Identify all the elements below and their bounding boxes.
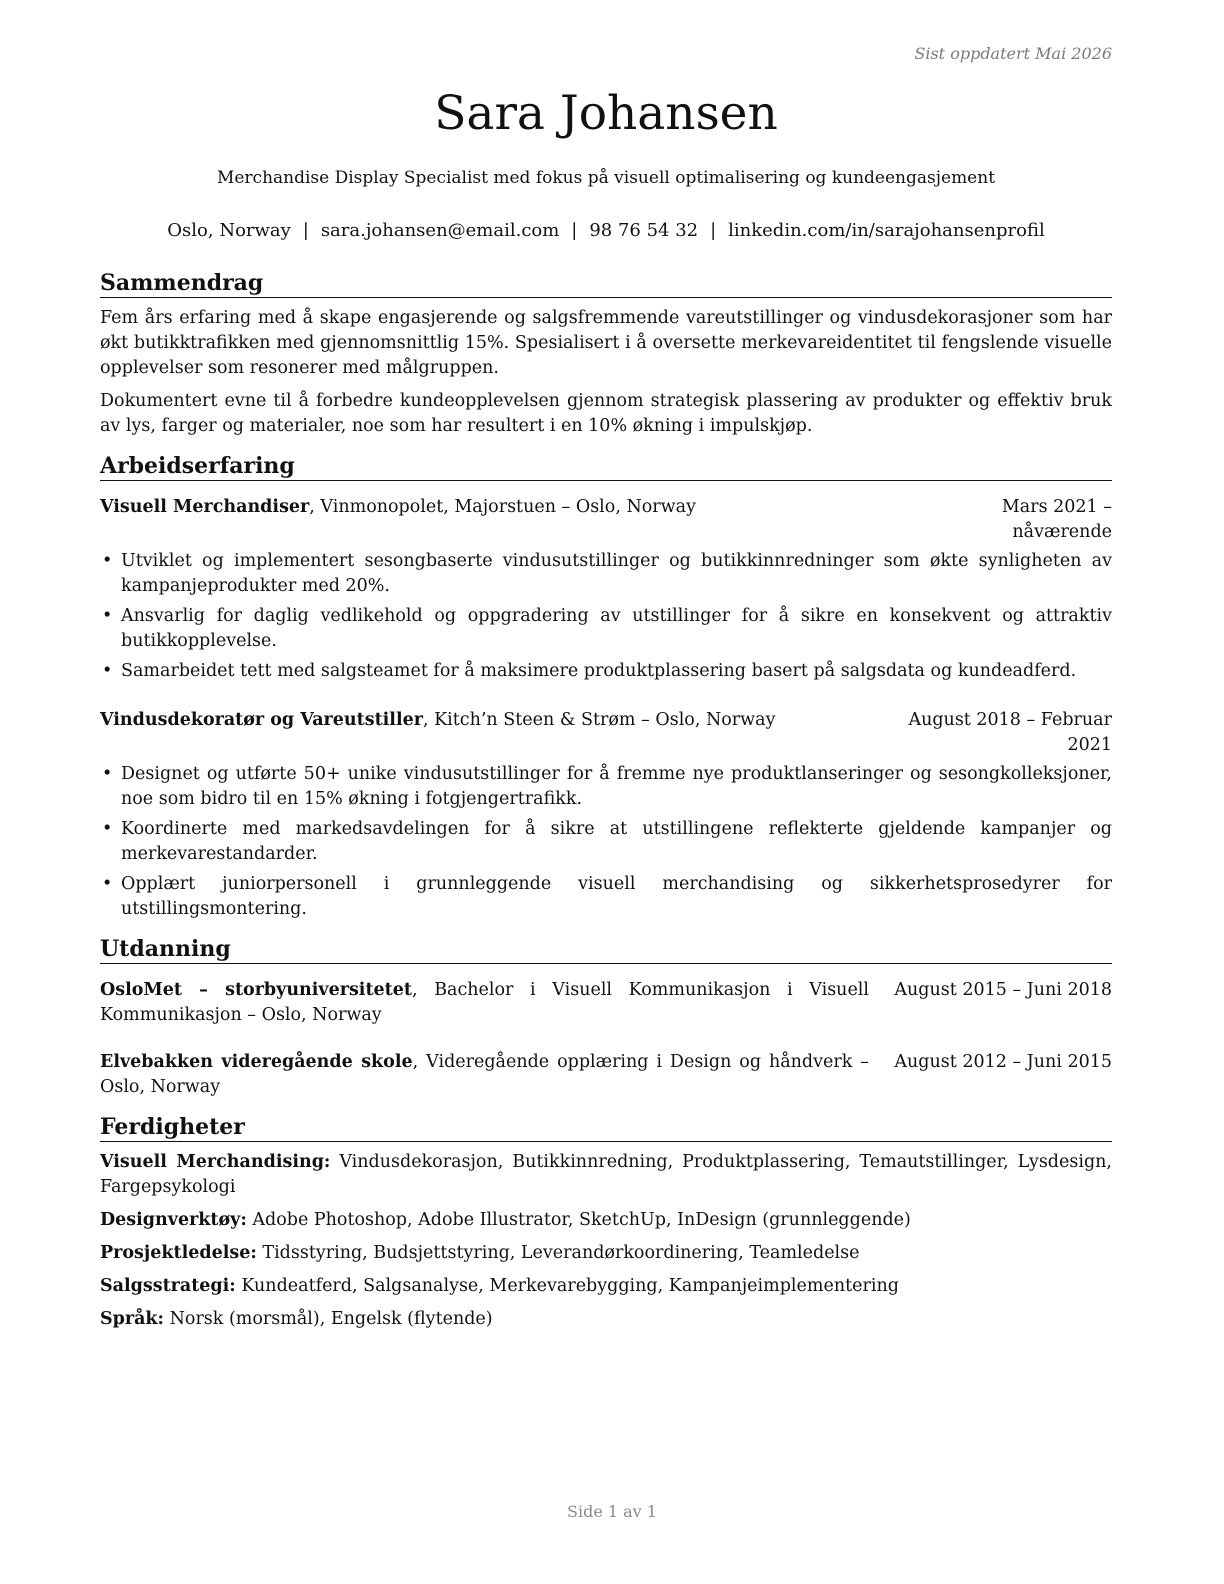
bullet-item: • Koordinerte med markedsavdelingen for å sikre at utstillingene reflekterte gjeldende kampanjer og merkevarestandarder. xyxy=(100,817,1112,867)
candidate-name: Sara Johansen xyxy=(434,86,778,141)
last-updated: Sist oppdatert Mai 2026 xyxy=(914,44,1112,63)
job-bullets xyxy=(100,762,1112,922)
skill-values: Tidsstyring, Budsjettstyring, Leverandørkoordinering, Teamledelse xyxy=(256,1243,860,1263)
job-dates: Mars 2021 – nåværende xyxy=(1001,497,1112,542)
job-employer: , Vinmonopolet, Majorstuen – Oslo, Norway xyxy=(309,497,696,517)
skill-line xyxy=(100,1241,1112,1266)
contact-phone: 98 76 54 32 xyxy=(589,220,699,241)
section-heading-skills: Ferdigheter xyxy=(100,1114,1112,1142)
experience-section xyxy=(100,453,1112,922)
skill-label: Salgsstrategi: xyxy=(100,1276,236,1296)
job-title: Visuell Merchandiser xyxy=(100,497,310,517)
skill-line xyxy=(100,1274,1112,1299)
job-title-line xyxy=(100,708,902,758)
summary-paragraph: Dokumentert evne til å forbedre kundeopplevelsen gjennom strategisk plassering av produkter og effektiv bruk av lys, farger og materialer, noe som har resultert i en 10% økning i impulskjøp. xyxy=(100,391,1112,436)
section-heading-experience: Arbeidserfaring xyxy=(100,453,1112,481)
contact-line xyxy=(100,220,1112,241)
job-header xyxy=(100,495,1112,545)
education-dates: August 2015 – Juni 2018 xyxy=(894,980,1112,1000)
degree: , Videregående opplæring i Design og håndverk – Oslo, Norway xyxy=(100,1052,870,1097)
degree: , Bachelor i Visuell Kommunikasjon i Visuell Kommunikasjon – Oslo, Norway xyxy=(100,980,870,1025)
page-number: Side 1 av 1 xyxy=(567,1502,657,1521)
skill-values: Vindusdekorasjon, Butikkinnredning, Produktplassering, Temautstillinger, Lysdesign, Fargepsykologi xyxy=(100,1152,1112,1197)
education-section xyxy=(100,936,1112,1100)
skill-line xyxy=(100,1307,1112,1332)
resume-content xyxy=(100,270,1112,1332)
summary-section xyxy=(100,270,1112,439)
skills-section xyxy=(100,1114,1112,1332)
skill-values: Norsk (morsmål), Engelsk (flytende) xyxy=(164,1309,493,1329)
tagline: Merchandise Display Specialist med fokus på visuell optimalisering og kundeengasjement xyxy=(216,168,996,188)
summary-paragraph: Fem års erfaring med å skape engasjerende og salgsfremmende vareutstillinger og vindusdekorasjoner som har økt butikktrafikken med gjennomsnittlig 15%. Spesialisert i å oversette merkevareidentitet til fengslende visuelle opplevelser som resonerer med målgruppen. xyxy=(100,308,1112,378)
job-dates: August 2018 – Februar 2021 xyxy=(908,710,1112,755)
bullet-item: • Designet og utførte 50+ unike vindusutstillinger for å fremme nye produktlanseringer og sesongkolleksjoner, noe som bidro til en 15% økning i fotgjengertrafikk. xyxy=(100,762,1112,812)
contact-linkedin[interactable]: linkedin.com/in/sarajohansenprofil xyxy=(728,220,1045,241)
contact-email[interactable]: sara.johansen@email.com xyxy=(320,220,560,241)
education-line xyxy=(100,1050,869,1100)
education-item xyxy=(100,978,1112,1028)
job-title: Vindusdekoratør og Vareutstiller xyxy=(100,710,423,730)
job-title-line xyxy=(100,495,902,545)
skill-line xyxy=(100,1208,1112,1233)
skill-label: Prosjektledelse: xyxy=(100,1243,257,1263)
skill-label: Designverktøy: xyxy=(100,1210,247,1230)
bullet-item: • Utviklet og implementert sesongbaserte vindusutstillinger og butikkinnredninger som økte synligheten av kampanjeprodukter med 20%. xyxy=(100,549,1112,599)
job-bullets xyxy=(100,549,1112,684)
contact-separator: | xyxy=(710,220,717,241)
section-heading-education: Utdanning xyxy=(100,936,1112,964)
education-dates: August 2012 – Juni 2015 xyxy=(894,1052,1112,1072)
job-header xyxy=(100,708,1112,758)
skill-values: Kundeatferd, Salgsanalyse, Merkevarebygging, Kampanjeimplementering xyxy=(235,1276,899,1296)
contact-separator: | xyxy=(302,220,309,241)
bullet-item: • Ansvarlig for daglig vedlikehold og oppgradering av utstillinger for å sikre en konsekvent og attraktiv butikkopplevelse. xyxy=(100,604,1112,654)
education-line xyxy=(100,978,869,1028)
skill-values: Adobe Photoshop, Adobe Illustrator, SketchUp, InDesign (grunnleggende) xyxy=(246,1210,911,1230)
section-heading-summary: Sammendrag xyxy=(100,270,1112,298)
school-name: OsloMet – storbyuniversitetet xyxy=(100,980,412,1000)
bullet-item: • Samarbeidet tett med salgsteamet for å maksimere produktplassering basert på salgsdata og kundeadferd. xyxy=(100,659,1112,684)
skill-label: Språk: xyxy=(100,1309,165,1329)
skill-label: Visuell Merchandising: xyxy=(100,1152,331,1172)
bullet-item: • Opplært juniorpersonell i grunnleggende visuell merchandising og sikkerhetsprosedyrer for utstillingsmontering. xyxy=(100,872,1112,922)
skill-line xyxy=(100,1150,1112,1200)
school-name: Elvebakken videregående skole xyxy=(100,1052,413,1072)
contact-location: Oslo, Norway xyxy=(167,220,291,241)
education-item xyxy=(100,1050,1112,1100)
contact-separator: | xyxy=(571,220,578,241)
job-employer: , Kitch’n Steen & Strøm – Oslo, Norway xyxy=(422,710,776,730)
